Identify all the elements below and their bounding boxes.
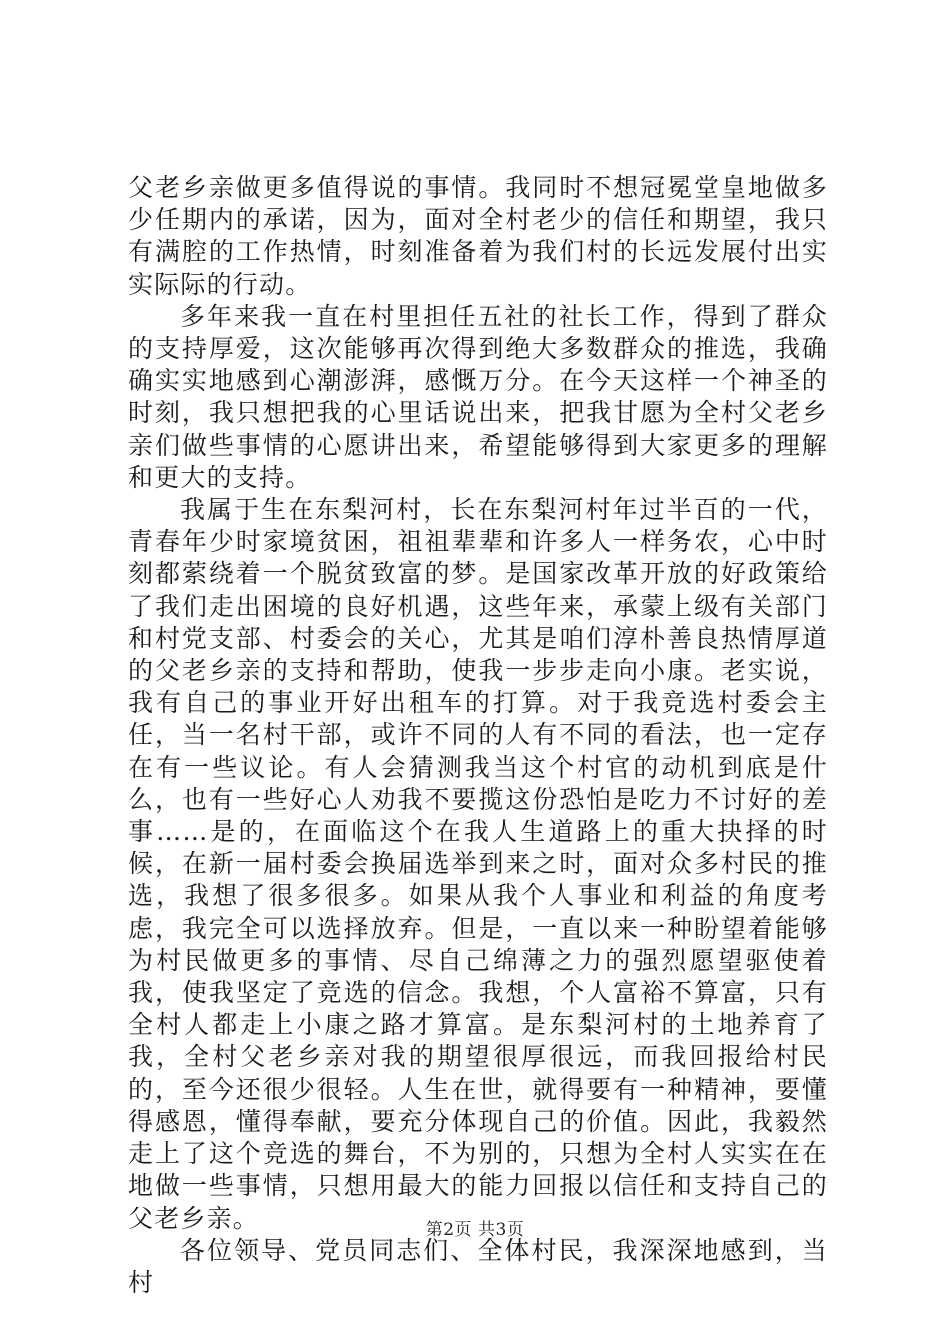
paragraph: 多年来我一直在村里担任五社的社长工作，得到了群众的支持厚爱，这次能够再次得到绝大多数群众的推选，我确确实实地感到心潮澎湃，感慨万分。在今天这样一个神圣的时刻，我只想把我的心里话说出来，把我甘愿为全村父老乡亲们做些事情的心愿讲出来，希望能够得到大家更多的理解和更大的支持。 <box>128 301 828 492</box>
document-body <box>128 172 828 1299</box>
paragraph: 各位领导、党员同志们、全体村民，我深深地感到，当村 <box>128 1235 828 1297</box>
paragraph-continuation: 父老乡亲做更多值得说的事情。我同时不想冠冕堂皇地做多少任期内的承诺，因为，面对全村老少的信任和期望，我只有满腔的工作热情，时刻准备着为我们村的长远发展付出实实际际的行动。 <box>128 173 828 299</box>
paragraph: 我属于生在东梨河村，长在东梨河村年过半百的一代，青春年少时家境贫困，祖祖辈辈和许多人一样务农，心中时刻都萦绕着一个脱贫致富的梦。是国家改革开放的好政策给了我们走出困境的良好机遇，这些年来，承蒙上级有关部门和村党支部、村委会的关心，尤其是咱们淳朴善良热情厚道的父老乡亲的支持和帮助，使我一步步走向小康。老实说，我有自己的事业开好出租车的打算。对于我竞选村委会主任，当一名村干部，或许不同的人有不同的看法，也一定存在有一些议论。有人会猜测我当这个村官的动机到底是什么，也有一些好心人劝我不要揽这份恐怕是吃力不讨好的差事……是的，在面临这个在我人生道路上的重大抉择的时候，在新一届村委会换届选举到来之时，面对众多村民的推选，我想了很多很多。如果从我个人事业和利益的角度考虑，我完全可以选择放弃。但是，一直以来一种盼望着能够为村民做更多的事情、尽自己绵薄之力的强烈愿望驱使着我，使我坚定了竞选的信念。我想，个人富裕不算富，只有全村人都走上小康之路才算富。是东梨河村的土地养育了我，全村父老乡亲对我的期望很厚很远，而我回报给村民的，至今还很少很轻。人生在世，就得要有一种精神，要懂得感恩，懂得奉献，要充分体现自己的价值。因此，我毅然走上了这个竞选的舞台，不为别的，只想为全村人实实在在地做一些事情，只想用最大的能力回报以信任和支持自己的父老乡亲。 <box>128 495 828 1233</box>
page-number-footer: 第2页 共3页 <box>425 1220 525 1240</box>
